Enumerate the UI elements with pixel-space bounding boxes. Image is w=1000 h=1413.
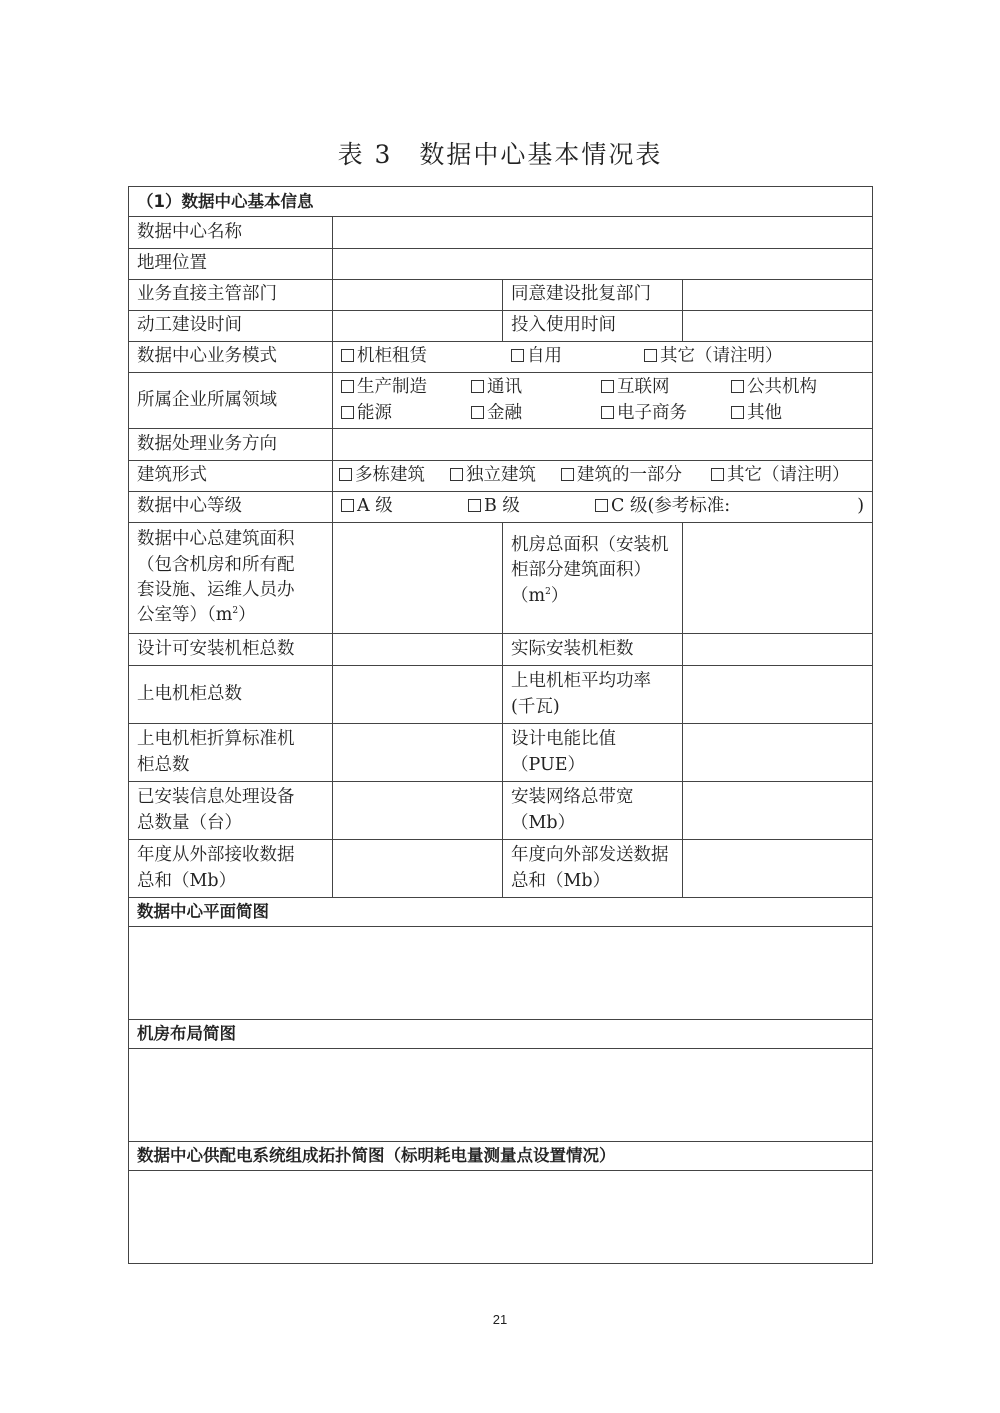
options-dc-level: [333, 492, 873, 523]
checkbox-icon[interactable]: [601, 406, 614, 419]
label-start-time: 动工建设时间: [129, 311, 333, 342]
field-design-racks[interactable]: [333, 634, 503, 666]
label-pue: 设计电能比值 （PUE）: [503, 724, 683, 782]
label-business-mode: 数据中心业务模式: [129, 342, 333, 373]
field-approval-dept[interactable]: [683, 280, 873, 311]
checkbox-icon[interactable]: [595, 499, 608, 512]
checkbox-icon[interactable]: [471, 380, 484, 393]
label-direct-dept: 业务直接主管部门: [129, 280, 333, 311]
page-title: 表 3 数据中心基本情况表: [337, 140, 663, 169]
label-dc-name: 数据中心名称: [129, 217, 333, 249]
field-dc-name[interactable]: [333, 217, 873, 249]
option-standalone-building[interactable]: 独立建筑: [450, 463, 561, 488]
options-business-mode: [333, 342, 873, 373]
label-network-bandwidth: 安装网络总带宽 （Mb）: [503, 782, 683, 840]
label-machine-room-area: 机房总面积（安装机 柜部分建筑面积） $(m^2)$: [503, 523, 683, 634]
heading-room-layout: 机房布局简图: [129, 1019, 873, 1048]
label-processing-direction: 数据处理业务方向: [129, 429, 333, 461]
field-actual-racks[interactable]: [683, 634, 873, 666]
label-dc-level: 数据中心等级: [129, 492, 333, 523]
field-machine-room-area[interactable]: [683, 523, 873, 634]
label-powered-racks: 上电机柜总数: [129, 666, 333, 724]
area-floor-plan[interactable]: [129, 926, 873, 1019]
checkbox-icon[interactable]: [468, 499, 481, 512]
option-energy[interactable]: 能源: [341, 401, 471, 426]
field-annual-sent-data[interactable]: [683, 840, 873, 898]
heading-power-topology: 数据中心供配电系统组成拓扑简图（标明耗电量测量点设置情况）: [129, 1141, 873, 1170]
label-design-racks: 设计可安装机柜总数: [129, 634, 333, 666]
option-level-a[interactable]: A 级: [341, 494, 468, 519]
label-building-form: 建筑形式: [129, 461, 333, 492]
checkbox-icon[interactable]: [644, 349, 657, 362]
label-total-building-area: 数据中心总建筑面积 （包含机房和所有配 套设施、运维人员办 公室等）$(m^2)$: [129, 523, 333, 634]
data-center-info-table: [128, 186, 873, 1264]
label-avg-rack-power: 上电机柜平均功率 (千瓦): [503, 666, 683, 724]
field-start-time[interactable]: [333, 311, 503, 342]
level-close-paren: ): [857, 496, 865, 517]
label-industry-domain: 所属企业所属领域: [129, 373, 333, 429]
label-approval-dept: 同意建设批复部门: [503, 280, 683, 311]
checkbox-icon[interactable]: [341, 406, 354, 419]
label-annual-sent-data: 年度向外部发送数据 总和（Mb）: [503, 840, 683, 898]
section-heading-basic-info: （1）数据中心基本信息: [129, 187, 873, 217]
option-multi-building[interactable]: 多栋建筑: [339, 463, 450, 488]
option-ecommerce[interactable]: 电子商务: [601, 401, 731, 426]
label-use-time: 投入使用时间: [503, 311, 683, 342]
heading-floor-plan: 数据中心平面简图: [129, 898, 873, 927]
checkbox-icon[interactable]: [339, 468, 352, 481]
options-building-form: [333, 461, 873, 492]
area-room-layout[interactable]: [129, 1048, 873, 1141]
field-annual-received-data[interactable]: [333, 840, 503, 898]
option-telecom[interactable]: 通讯: [471, 375, 601, 400]
option-other-mode[interactable]: 其它（请注明）: [644, 344, 783, 369]
checkbox-icon[interactable]: [471, 406, 484, 419]
field-avg-rack-power[interactable]: [683, 666, 873, 724]
option-other-domain[interactable]: 其他: [731, 401, 782, 426]
option-level-b[interactable]: B 级: [468, 494, 595, 519]
checkbox-icon[interactable]: [731, 406, 744, 419]
option-manufacturing[interactable]: 生产制造: [341, 375, 471, 400]
option-internet[interactable]: 互联网: [601, 375, 731, 400]
label-standard-racks: 上电机柜折算标准机 柜总数: [129, 724, 333, 782]
checkbox-icon[interactable]: [341, 380, 354, 393]
label-annual-received-data: 年度从外部接收数据 总和（Mb）: [129, 840, 333, 898]
option-public-institution[interactable]: 公共机构: [731, 375, 817, 400]
option-other-building[interactable]: 其它（请注明）: [711, 463, 850, 488]
field-processing-direction[interactable]: [333, 429, 873, 461]
checkbox-icon[interactable]: [561, 468, 574, 481]
label-installed-devices: 已安装信息处理设备 总数量（台）: [129, 782, 333, 840]
field-direct-dept[interactable]: [333, 280, 503, 311]
options-industry-domain: [333, 373, 873, 429]
area-power-topology[interactable]: [129, 1170, 873, 1263]
checkbox-icon[interactable]: [450, 468, 463, 481]
checkbox-icon[interactable]: [341, 349, 354, 362]
field-use-time[interactable]: [683, 311, 873, 342]
option-rack-rental[interactable]: 机柜租赁: [341, 344, 511, 369]
option-self-use[interactable]: 自用: [511, 344, 644, 369]
field-network-bandwidth[interactable]: [683, 782, 873, 840]
checkbox-icon[interactable]: [731, 380, 744, 393]
field-installed-devices[interactable]: [333, 782, 503, 840]
checkbox-icon[interactable]: [601, 380, 614, 393]
label-location: 地理位置: [129, 249, 333, 280]
checkbox-icon[interactable]: [511, 349, 524, 362]
checkbox-icon[interactable]: [711, 468, 724, 481]
field-standard-racks[interactable]: [333, 724, 503, 782]
label-actual-racks: 实际安装机柜数: [503, 634, 683, 666]
page-number: 21: [492, 1312, 508, 1327]
option-part-of-building[interactable]: 建筑的一部分: [561, 463, 711, 488]
option-finance[interactable]: 金融: [471, 401, 601, 426]
field-total-building-area[interactable]: [333, 523, 503, 634]
checkbox-icon[interactable]: [341, 499, 354, 512]
field-location[interactable]: [333, 249, 873, 280]
option-level-c[interactable]: C 级(参考标准:: [595, 494, 857, 519]
field-pue[interactable]: [683, 724, 873, 782]
field-powered-racks[interactable]: [333, 666, 503, 724]
